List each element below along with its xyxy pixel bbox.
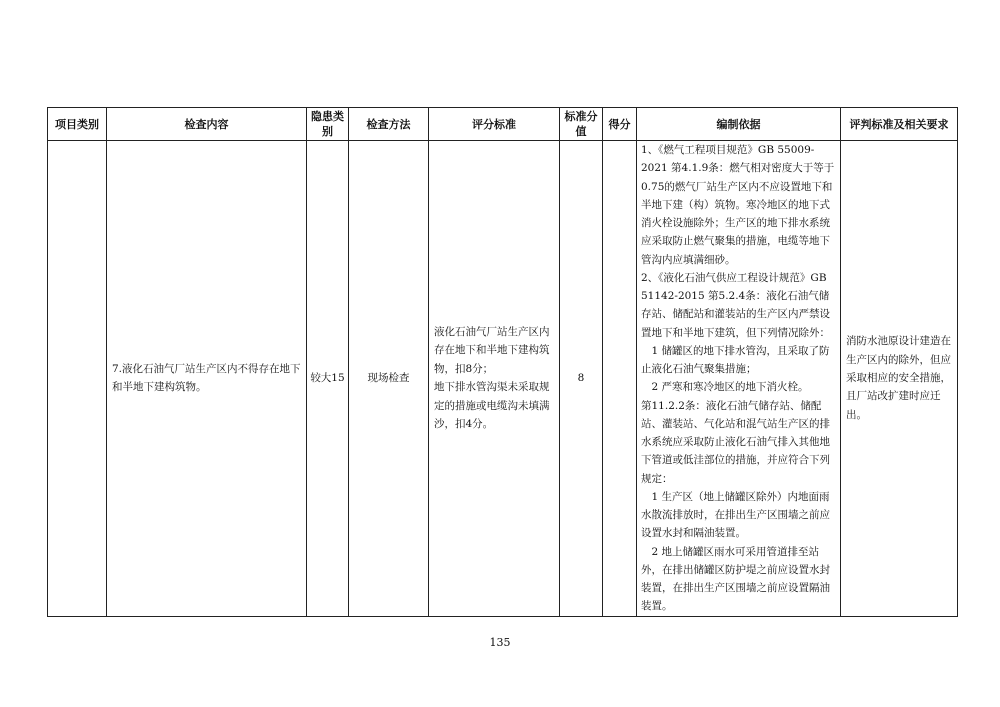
basis-paragraph: 2、《液化石油气供应工程设计规范》GB 51142-2015 第5.2.4条：液化石油气储存站、储配站和灌装站的生产区内严禁设置地下和半地下建筑，但下列情况除外： <box>641 271 830 339</box>
header-requirements: 评判标准及相关要求 <box>841 108 958 141</box>
cell-content: 7.液化石油气厂站生产区内不得存在地下和半地下建构筑物。 <box>107 141 307 617</box>
cell-standard-score: 8 <box>560 141 603 617</box>
header-row <box>48 108 958 141</box>
header-hazard-type: 隐患类别 <box>307 108 349 141</box>
cell-score <box>603 141 637 617</box>
page-number: 135 <box>489 636 511 649</box>
header-criteria: 评分标准 <box>429 108 560 141</box>
inspection-table <box>47 107 958 617</box>
basis-paragraph: 2 地上储罐区雨水可采用管道排至站外，在排出储罐区防护堤之前应设置水封装置，在排出生产区围墙之前应设置隔油装置。 <box>641 545 830 613</box>
basis-paragraph: 1 生产区（地上储罐区除外）内地面雨水散流排放时，在排出生产区围墙之前应设置水封和隔油装置。 <box>641 490 830 540</box>
header-score: 得分 <box>603 108 637 141</box>
basis-paragraph: 1 储罐区的地下排水管沟，且采取了防止液化石油气聚集措施； <box>641 344 830 375</box>
cell-criteria <box>429 141 560 617</box>
table-row <box>48 141 958 617</box>
header-content: 检查内容 <box>107 108 307 141</box>
basis-paragraph: 第11.2.2条：液化石油气储存站、储配站、灌装站、气化站和混气站生产区的排水系统应采取防止液化石油气排入其他地下管道或低洼部位的措施，并应符合下列规定： <box>641 399 830 485</box>
header-item-type: 项目类别 <box>48 108 107 141</box>
header-basis: 编制依据 <box>637 108 841 141</box>
cell-item-type <box>48 141 107 617</box>
cell-basis <box>637 141 841 617</box>
criteria-line: 液化石油气厂站生产区内存在地下和半地下建构筑物，扣8分； <box>434 326 550 375</box>
criteria-line: 地下排水管沟渠未采取规定的措施或电缆沟未填满沙，扣4分。 <box>434 381 550 431</box>
basis-paragraph: 1、《燃气工程项目规范》GB 55009-2021 第4.1.9条：燃气相对密度大于等于0.75的燃气厂站生产区内不应设置地下和半地下建（构）筑物。寒冷地区的地下式消火栓设施除外；生产区的地下排水系统应采取防止燃气聚集的措施，电缆等地下管沟内应填满细砂。 <box>641 144 835 266</box>
cell-hazard-type: 较大15 <box>307 141 349 617</box>
basis-paragraph: 2 严寒和寒冷地区的地下消火栓。 <box>651 381 809 394</box>
header-standard-score: 标准分值 <box>560 108 603 141</box>
cell-requirements: 消防水池原设计建造在生产区内的除外，但应采取相应的安全措施，且厂站改扩建时应迁出。 <box>841 141 958 617</box>
cell-method: 现场检查 <box>349 141 429 617</box>
header-method: 检查方法 <box>349 108 429 141</box>
